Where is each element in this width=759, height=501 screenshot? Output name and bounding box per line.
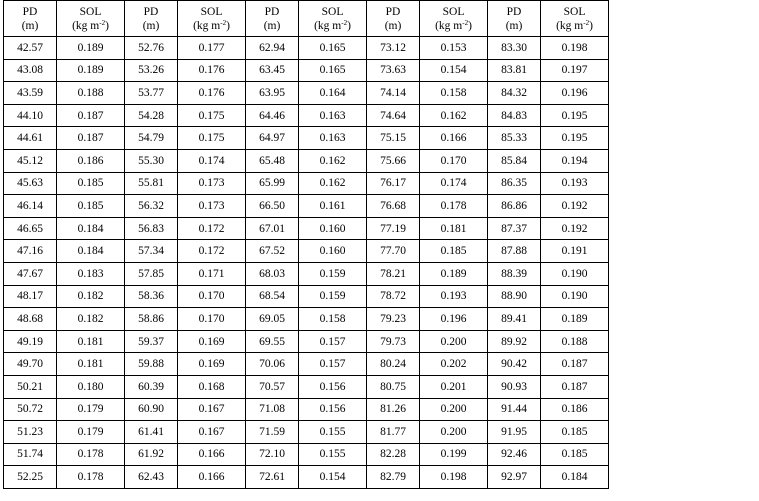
sol-cell: 0.166	[420, 127, 488, 150]
sol-cell: 0.185	[57, 195, 125, 218]
sol-cell: 0.198	[420, 466, 488, 489]
pd-cell: 92.46	[488, 443, 541, 466]
sol-cell: 0.178	[57, 443, 125, 466]
sol-cell: 0.176	[178, 59, 246, 82]
pd-cell: 76.17	[367, 172, 420, 195]
pd-cell: 58.86	[125, 308, 178, 331]
pd-cell: 43.08	[4, 59, 57, 82]
pd-cell: 63.45	[246, 59, 299, 82]
sol-cell: 0.200	[420, 421, 488, 444]
sol-cell: 0.175	[178, 104, 246, 127]
sol-cell: 0.165	[299, 37, 367, 60]
pd-cell: 86.35	[488, 172, 541, 195]
table-row	[4, 37, 609, 60]
sol-cell: 0.162	[299, 172, 367, 195]
pd-cell: 79.23	[367, 308, 420, 331]
sol-cell: 0.184	[541, 466, 609, 489]
sol-cell: 0.178	[57, 466, 125, 489]
sol-cell: 0.154	[420, 59, 488, 82]
pd-cell: 45.12	[4, 149, 57, 172]
table-body	[4, 37, 609, 489]
pd-cell: 50.21	[4, 375, 57, 398]
pd-cell: 83.30	[488, 37, 541, 60]
pd-cell: 80.75	[367, 375, 420, 398]
pd-cell: 55.30	[125, 149, 178, 172]
sol-cell: 0.187	[541, 353, 609, 376]
sol-cell: 0.187	[57, 104, 125, 127]
pd-cell: 43.59	[4, 82, 57, 105]
sol-cell: 0.185	[541, 443, 609, 466]
pd-cell: 78.21	[367, 262, 420, 285]
pd-label: PD	[385, 5, 401, 18]
pd-cell: 56.32	[125, 195, 178, 218]
column-header-pd	[367, 1, 420, 37]
pd-cell: 53.26	[125, 59, 178, 82]
pd-cell: 69.05	[246, 308, 299, 331]
sol-cell: 0.160	[299, 217, 367, 240]
pd-cell: 73.63	[367, 59, 420, 82]
pd-cell: 48.68	[4, 308, 57, 331]
pd-cell: 87.37	[488, 217, 541, 240]
pd-cell: 57.85	[125, 262, 178, 285]
sol-cell: 0.182	[57, 285, 125, 308]
sol-cell: 0.173	[178, 172, 246, 195]
table-row	[4, 240, 609, 263]
sol-cell: 0.158	[299, 308, 367, 331]
sol-cell: 0.170	[178, 308, 246, 331]
pd-cell: 73.12	[367, 37, 420, 60]
table-row	[4, 398, 609, 421]
pd-cell: 79.73	[367, 330, 420, 353]
sol-cell: 0.187	[57, 127, 125, 150]
pd-cell: 71.59	[246, 421, 299, 444]
sol-cell: 0.157	[299, 353, 367, 376]
sol-cell: 0.156	[299, 398, 367, 421]
pd-cell: 59.88	[125, 353, 178, 376]
sol-cell: 0.159	[299, 262, 367, 285]
pd-cell: 68.54	[246, 285, 299, 308]
sol-cell: 0.156	[299, 375, 367, 398]
sol-unit: (kg $m^{-2}$)	[435, 18, 472, 32]
table-row	[4, 172, 609, 195]
sol-cell: 0.181	[57, 330, 125, 353]
sol-cell: 0.172	[178, 217, 246, 240]
pd-cell: 74.64	[367, 104, 420, 127]
pd-cell: 52.25	[4, 466, 57, 489]
table-row	[4, 195, 609, 218]
pd-cell: 80.24	[367, 353, 420, 376]
sol-cell: 0.200	[420, 330, 488, 353]
pd-cell: 89.92	[488, 330, 541, 353]
pd-cell: 76.68	[367, 195, 420, 218]
pd-cell: 70.57	[246, 375, 299, 398]
sol-cell: 0.191	[541, 240, 609, 263]
pd-label: PD	[22, 5, 38, 18]
column-header-pd	[246, 1, 299, 37]
table-header	[4, 1, 609, 37]
pd-cell: 82.79	[367, 466, 420, 489]
pd-cell: 63.95	[246, 82, 299, 105]
pd-cell: 46.14	[4, 195, 57, 218]
sol-cell: 0.169	[178, 353, 246, 376]
sol-cell: 0.154	[299, 466, 367, 489]
pd-cell: 65.99	[246, 172, 299, 195]
table-row	[4, 149, 609, 172]
pd-cell: 75.15	[367, 127, 420, 150]
sol-cell: 0.163	[299, 104, 367, 127]
pd-cell: 78.72	[367, 285, 420, 308]
pd-cell: 54.28	[125, 104, 178, 127]
pd-cell: 51.23	[4, 421, 57, 444]
sol-cell: 0.192	[541, 217, 609, 240]
pd-cell: 82.28	[367, 443, 420, 466]
table-row	[4, 285, 609, 308]
pd-cell: 57.34	[125, 240, 178, 263]
pd-cell: 84.83	[488, 104, 541, 127]
sol-unit: (kg $m^{-2}$)	[314, 18, 351, 32]
sol-cell: 0.175	[178, 127, 246, 150]
pd-cell: 85.84	[488, 149, 541, 172]
pd-cell: 92.97	[488, 466, 541, 489]
sol-cell: 0.193	[420, 285, 488, 308]
pd-cell: 42.57	[4, 37, 57, 60]
sol-cell: 0.195	[541, 104, 609, 127]
pd-cell: 58.36	[125, 285, 178, 308]
sol-cell: 0.181	[57, 353, 125, 376]
sol-cell: 0.197	[541, 59, 609, 82]
sol-cell: 0.179	[57, 421, 125, 444]
sol-cell: 0.189	[420, 262, 488, 285]
sol-cell: 0.189	[541, 308, 609, 331]
pd-cell: 56.83	[125, 217, 178, 240]
sol-cell: 0.188	[57, 82, 125, 105]
sol-cell: 0.192	[541, 195, 609, 218]
sol-cell: 0.198	[541, 37, 609, 60]
pd-sol-table	[3, 0, 609, 489]
table-row	[4, 375, 609, 398]
sol-cell: 0.189	[57, 37, 125, 60]
pd-cell: 72.61	[246, 466, 299, 489]
sol-label: SOL	[200, 5, 223, 18]
table-row	[4, 59, 609, 82]
pd-cell: 49.19	[4, 330, 57, 353]
pd-cell: 61.92	[125, 443, 178, 466]
pd-cell: 89.41	[488, 308, 541, 331]
sol-cell: 0.174	[178, 149, 246, 172]
pd-unit: (m)	[384, 19, 402, 32]
pd-cell: 67.01	[246, 217, 299, 240]
sol-cell: 0.183	[57, 262, 125, 285]
pd-cell: 65.48	[246, 149, 299, 172]
table-row	[4, 353, 609, 376]
column-header-sol	[57, 1, 125, 37]
sol-cell: 0.196	[541, 82, 609, 105]
sol-cell: 0.188	[541, 330, 609, 353]
header-row	[4, 1, 609, 37]
sol-cell: 0.185	[57, 172, 125, 195]
pd-unit: (m)	[263, 19, 281, 32]
pd-cell: 47.16	[4, 240, 57, 263]
pd-cell: 62.43	[125, 466, 178, 489]
sol-cell: 0.160	[299, 240, 367, 263]
table-row	[4, 330, 609, 353]
pd-cell: 91.95	[488, 421, 541, 444]
sol-unit: (kg $m^{-2}$)	[556, 18, 593, 32]
table-row	[4, 308, 609, 331]
pd-cell: 67.52	[246, 240, 299, 263]
column-header-pd	[488, 1, 541, 37]
pd-cell: 86.86	[488, 195, 541, 218]
sol-cell: 0.169	[178, 330, 246, 353]
pd-cell: 62.94	[246, 37, 299, 60]
sol-cell: 0.173	[178, 195, 246, 218]
sol-cell: 0.155	[299, 443, 367, 466]
column-header-sol	[178, 1, 246, 37]
pd-label: PD	[264, 5, 280, 18]
pd-cell: 83.81	[488, 59, 541, 82]
sol-cell: 0.174	[420, 172, 488, 195]
sol-cell: 0.184	[57, 217, 125, 240]
sol-label: SOL	[442, 5, 465, 18]
pd-cell: 87.88	[488, 240, 541, 263]
sol-cell: 0.181	[420, 217, 488, 240]
pd-cell: 55.81	[125, 172, 178, 195]
sol-cell: 0.185	[541, 421, 609, 444]
sol-cell: 0.162	[299, 149, 367, 172]
sol-cell: 0.182	[57, 308, 125, 331]
sol-label: SOL	[321, 5, 344, 18]
pd-cell: 44.10	[4, 104, 57, 127]
sol-cell: 0.157	[299, 330, 367, 353]
pd-cell: 61.41	[125, 421, 178, 444]
pd-cell: 64.46	[246, 104, 299, 127]
sol-cell: 0.153	[420, 37, 488, 60]
pd-cell: 59.37	[125, 330, 178, 353]
sol-cell: 0.199	[420, 443, 488, 466]
sol-cell: 0.172	[178, 240, 246, 263]
sol-cell: 0.178	[420, 195, 488, 218]
sol-unit: (kg $m^{-2}$)	[72, 18, 109, 32]
table-row	[4, 443, 609, 466]
pd-cell: 88.39	[488, 262, 541, 285]
table-row	[4, 127, 609, 150]
pd-cell: 64.97	[246, 127, 299, 150]
column-header-sol	[420, 1, 488, 37]
pd-cell: 53.77	[125, 82, 178, 105]
sol-cell: 0.195	[541, 127, 609, 150]
pd-cell: 46.65	[4, 217, 57, 240]
pd-cell: 84.32	[488, 82, 541, 105]
sol-cell: 0.170	[178, 285, 246, 308]
column-header-pd	[125, 1, 178, 37]
pd-cell: 54.79	[125, 127, 178, 150]
sol-cell: 0.167	[178, 398, 246, 421]
pd-cell: 69.55	[246, 330, 299, 353]
column-header-sol	[299, 1, 367, 37]
table-row	[4, 82, 609, 105]
sol-cell: 0.162	[420, 104, 488, 127]
sol-cell: 0.190	[541, 262, 609, 285]
column-header-sol	[541, 1, 609, 37]
pd-cell: 70.06	[246, 353, 299, 376]
sol-cell: 0.186	[541, 398, 609, 421]
sol-cell: 0.190	[541, 285, 609, 308]
sol-cell: 0.189	[57, 59, 125, 82]
sol-cell: 0.180	[57, 375, 125, 398]
pd-cell: 48.17	[4, 285, 57, 308]
sol-cell: 0.159	[299, 285, 367, 308]
pd-cell: 47.67	[4, 262, 57, 285]
sol-unit: (kg $m^{-2}$)	[193, 18, 230, 32]
pd-cell: 60.90	[125, 398, 178, 421]
pd-cell: 75.66	[367, 149, 420, 172]
sol-cell: 0.164	[299, 82, 367, 105]
table-row	[4, 104, 609, 127]
sol-cell: 0.168	[178, 375, 246, 398]
pd-cell: 81.26	[367, 398, 420, 421]
sol-cell: 0.166	[178, 443, 246, 466]
pd-cell: 68.03	[246, 262, 299, 285]
sol-cell: 0.184	[57, 240, 125, 263]
pd-cell: 50.72	[4, 398, 57, 421]
pd-cell: 66.50	[246, 195, 299, 218]
pd-cell: 51.74	[4, 443, 57, 466]
pd-cell: 90.93	[488, 375, 541, 398]
pd-cell: 72.10	[246, 443, 299, 466]
sol-cell: 0.161	[299, 195, 367, 218]
sol-cell: 0.163	[299, 127, 367, 150]
pd-cell: 81.77	[367, 421, 420, 444]
pd-cell: 52.76	[125, 37, 178, 60]
sol-cell: 0.185	[420, 240, 488, 263]
sol-cell: 0.167	[178, 421, 246, 444]
sol-cell: 0.155	[299, 421, 367, 444]
sol-cell: 0.176	[178, 82, 246, 105]
sol-cell: 0.194	[541, 149, 609, 172]
sol-cell: 0.170	[420, 149, 488, 172]
pd-cell: 77.19	[367, 217, 420, 240]
pd-cell: 74.14	[367, 82, 420, 105]
sol-cell: 0.186	[57, 149, 125, 172]
pd-label: PD	[506, 5, 522, 18]
sol-cell: 0.171	[178, 262, 246, 285]
sol-cell: 0.201	[420, 375, 488, 398]
table-row	[4, 421, 609, 444]
sol-cell: 0.202	[420, 353, 488, 376]
pd-cell: 49.70	[4, 353, 57, 376]
table-row	[4, 217, 609, 240]
sol-cell: 0.179	[57, 398, 125, 421]
pd-cell: 88.90	[488, 285, 541, 308]
pd-unit: (m)	[505, 19, 523, 32]
pd-label: PD	[143, 5, 159, 18]
column-header-pd	[4, 1, 57, 37]
sol-cell: 0.200	[420, 398, 488, 421]
sol-cell: 0.177	[178, 37, 246, 60]
sol-cell: 0.166	[178, 466, 246, 489]
sol-label: SOL	[563, 5, 586, 18]
table-row	[4, 262, 609, 285]
pd-unit: (m)	[142, 19, 160, 32]
pd-cell: 44.61	[4, 127, 57, 150]
sol-cell: 0.158	[420, 82, 488, 105]
pd-cell: 60.39	[125, 375, 178, 398]
pd-cell: 77.70	[367, 240, 420, 263]
sol-cell: 0.193	[541, 172, 609, 195]
pd-cell: 71.08	[246, 398, 299, 421]
pd-cell: 45.63	[4, 172, 57, 195]
pd-cell: 90.42	[488, 353, 541, 376]
pd-cell: 91.44	[488, 398, 541, 421]
pd-unit: (m)	[21, 19, 39, 32]
sol-cell: 0.196	[420, 308, 488, 331]
pd-cell: 85.33	[488, 127, 541, 150]
table-row	[4, 466, 609, 489]
sol-label: SOL	[79, 5, 102, 18]
sol-cell: 0.187	[541, 375, 609, 398]
sol-cell: 0.165	[299, 59, 367, 82]
